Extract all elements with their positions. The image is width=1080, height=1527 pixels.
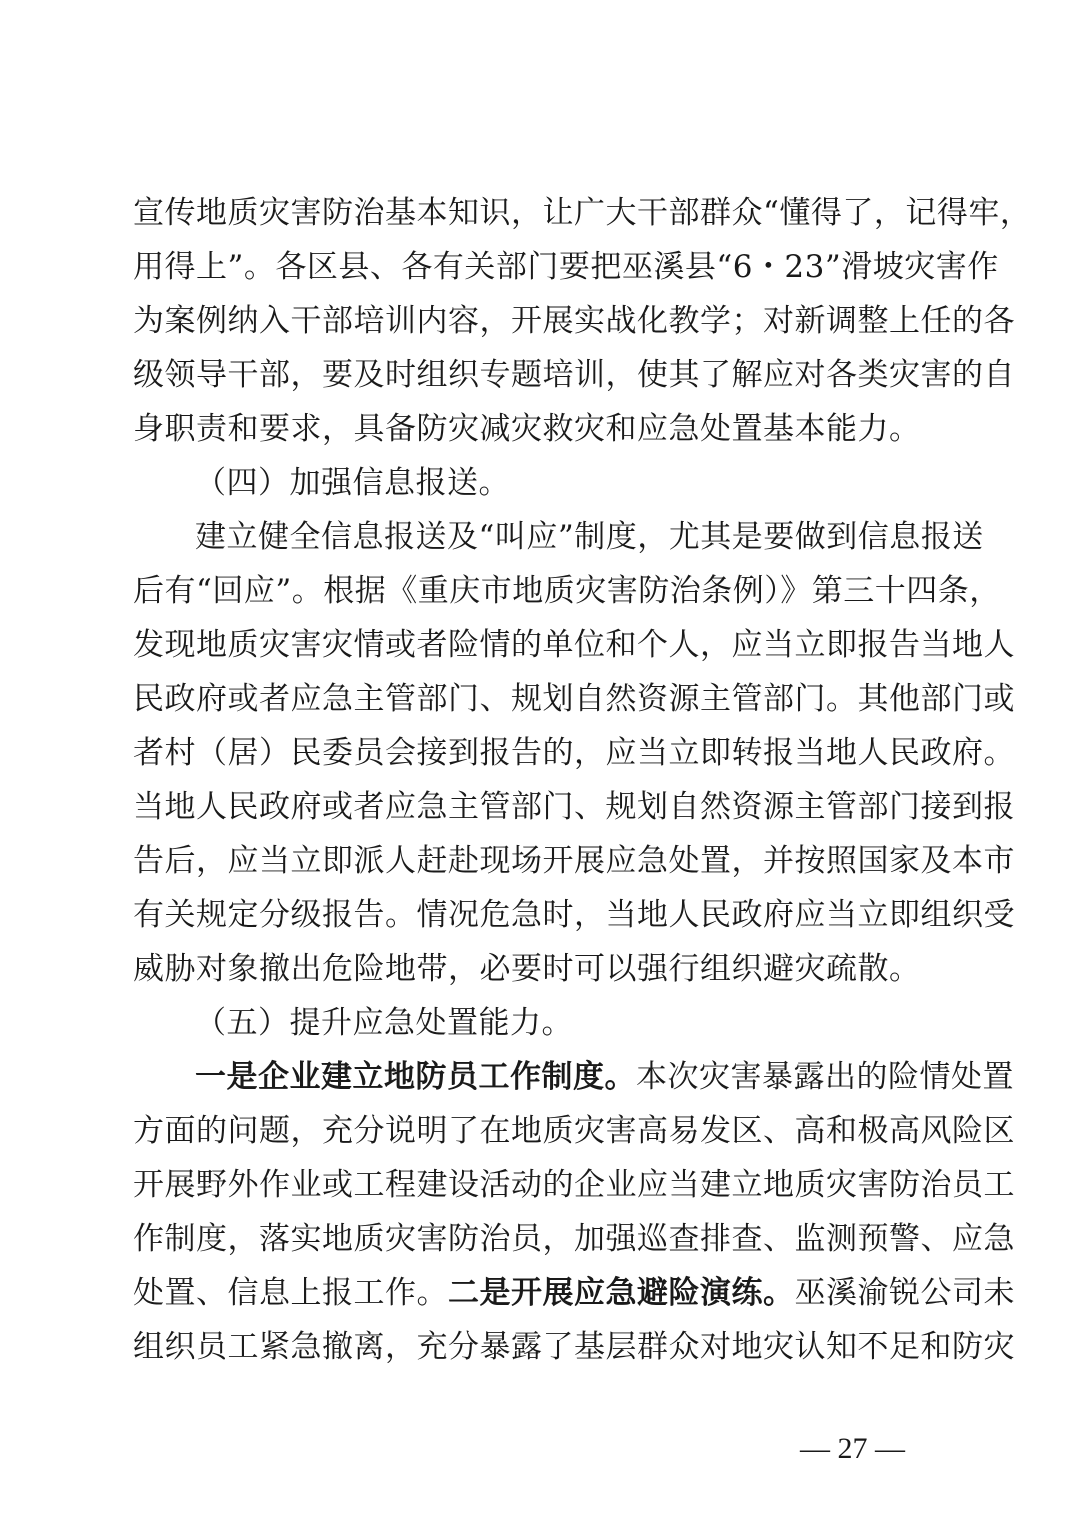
section-heading-4: （四）加强信息报送。: [195, 465, 510, 501]
bold-phrase: 一是企业建立地防员工作制度。: [195, 1059, 636, 1095]
paragraph-publicity: [133, 186, 1032, 456]
text-line: 建立健全信息报送及“叫应”制度，尤其是要做到信息报送: [195, 519, 984, 555]
text-line: [133, 1266, 1015, 1320]
text-line: 级领导干部，要及时组织专题培训，使其了解应对各类灾害的自: [133, 357, 1015, 393]
paragraph-information-reporting: [133, 510, 1015, 996]
text-line: 发现地质灾害灾情或者险情的单位和个人，应当立即报告当地人: [133, 627, 1015, 663]
text-line: 开展野外作业或工程建设活动的企业应当建立地质灾害防治员工: [133, 1167, 1015, 1203]
text-line: 作制度，落实地质灾害防治员，加强巡查排查、监测预警、应急: [133, 1221, 1015, 1257]
text-line: 后有“回应”。根据《重庆市地质灾害防治条例）》第三十四条，: [133, 573, 1001, 609]
text-span: 巫溪渝锐公司未: [794, 1275, 1015, 1311]
page-number: — 27 —: [800, 1432, 905, 1465]
text-line: 威胁对象撤出危险地带，必要时可以强行组织避灾疏散。: [133, 951, 921, 987]
section-heading-5: （五）提升应急处置能力。: [195, 1005, 573, 1041]
text-line: 方面的问题，充分说明了在地质灾害高易发区、高和极高风险区: [133, 1113, 1015, 1149]
text-line: 用得上”。各区县、各有关部门要把巫溪县“6・23”滑坡灾害作: [133, 249, 999, 285]
text-line: 民政府或者应急主管部门、规划自然资源主管部门。其他部门或: [133, 681, 1015, 717]
bold-phrase: 二是开展应急避险演练。: [448, 1275, 795, 1311]
document-body: [133, 186, 1032, 1374]
text-line: 者村（居）民委员会接到报告的，应当立即转报当地人民政府。: [133, 735, 1015, 771]
text-line: 告后，应当立即派人赶赴现场开展应急处置，并按照国家及本市: [133, 843, 1015, 879]
text-line: 当地人民政府或者应急主管部门、规划自然资源主管部门接到报: [133, 789, 1015, 825]
paragraph-emergency-capability: [133, 1050, 1015, 1374]
text-line: 组织员工紧急撤离，充分暴露了基层群众对地灾认知不足和防灾: [133, 1329, 1015, 1365]
text-span: 本次灾害暴露出的险情处置: [636, 1059, 1014, 1095]
text-line: 为案例纳入干部培训内容，开展实战化教学；对新调整上任的各: [133, 303, 1015, 339]
text-span: 处置、信息上报工作。: [133, 1275, 448, 1311]
text-line: 宣传地质灾害防治基本知识，让广大干部群众“懂得了，记得牢，: [133, 195, 1032, 231]
text-line: 身职责和要求，具备防灾减灾救灾和应急处置基本能力。: [133, 411, 921, 447]
text-line: 有关规定分级报告。情况危急时，当地人民政府应当立即组织受: [133, 897, 1015, 933]
text-line: [133, 1050, 1014, 1104]
